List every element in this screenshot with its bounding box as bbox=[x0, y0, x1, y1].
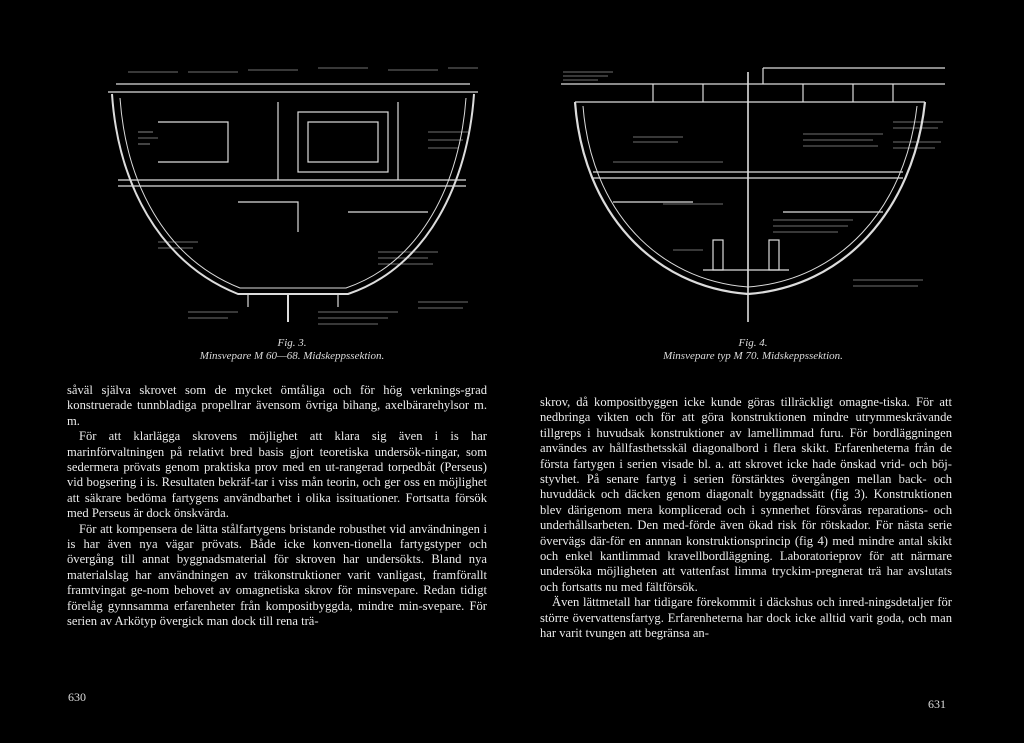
figure-3-caption bbox=[98, 337, 486, 363]
figure-3-number: Fig. 3. bbox=[277, 337, 307, 349]
right-body-text bbox=[540, 395, 952, 642]
figure-4-caption bbox=[553, 337, 953, 363]
paragraph: skrov, då kompositbyggen icke kunde göras tillräckligt omagne-tiska. För att nedbringa vikten och för att göra konstruktionen mindre utrymmeskrävande tillgreps i huvudsak konstruktioner av lamellimmad furu. För bordläggningen användes av hållfasthetsskäl diagonalbord i flera skikt. Erfarenheterna från de första fartygen i serien visade bl. a. att skrovet icke hade önskad vrid- och böj-styvhet. På senare fartyg i serien förstärktes övergången mellan back- och huvuddäck och däcken genom diagonalt byggnadssätt (fig 3). Konstruktionen blev därigenom mera komplicerad och i synnerhet försvåras reparations- och underhållsarbeten. Den med-förde även ökad risk för rötskador. För nästa serie övervägs där-för en annnan konstruktionsprincip (fig 4) med mindre antal skikt och enkel kantlimmad kravellbordläggning. Laboratorieprov för att närmare undersöka möjligheten att vattenfast limma tryckim-pregnerat trä har avslutats och fortsatts nu med fältförsök. bbox=[540, 395, 952, 594]
figure-4-hull-section-drawing bbox=[553, 62, 953, 332]
page-number-right: 631 bbox=[928, 697, 946, 711]
left-body-text bbox=[67, 383, 487, 630]
figure-4-title: Minsvepare typ M 70. Midskeppssektion. bbox=[663, 350, 843, 362]
page-number-left: 630 bbox=[68, 690, 86, 704]
figure-3-hull-section-drawing bbox=[98, 62, 486, 332]
paragraph: såväl själva skrovet som de mycket ömtåliga och för hög verknings-grad konstruerade tunnbladiga propellrar ävensom övriga bihang, axelbärarehylsor m. m. bbox=[67, 383, 487, 428]
paragraph: Även lättmetall har tidigare förekommit i däckshus och inred-ningsdetaljer för större övervattensfartyg. Erfarenheterna har dock icke alltid varit goda, och man har varit tvungen att begränsa an- bbox=[540, 595, 952, 641]
figure-3-title: Minsvepare M 60—68. Midskeppssektion. bbox=[199, 350, 385, 362]
paragraph: För att kompensera de lätta stålfartygens bristande robusthet vid användningen i is har även nya vägar prövats. Både icke konven-tionella fartygstyper och övergång till annat byggnadsmaterial för skroven har undersökts. Bland nya materialslag har användningen av träkonstruktioner varit vanligast, framförallt framtvingat ge-nom behovet av omagnetiska skrov för minsvepare. Redan tidigt förelåg gynnsamma erfarenheter från kompositbyggda, mindre min-svepare. För serien av Arkötyp övergick man dock till rena trä- bbox=[67, 521, 487, 629]
figure-4-number: Fig. 4. bbox=[738, 337, 768, 349]
paragraph: För att klarlägga skrovens möjlighet att klara sig även i is har marinförvaltningen på relativt bred basis gjort teoretiska undersök-ningar, som sedermera prövats genom praktiska prov med en ut-rangerad torpedbåt (Perseus) vid bogsering i is. Resultaten bekräf-tar i viss mån teorin, och ger oss en möjlighet att säkrare bedöma fartygens användbarhet i olika issituationer. Fortsatta försök med Perseus är dock önskvärda. bbox=[67, 429, 487, 521]
